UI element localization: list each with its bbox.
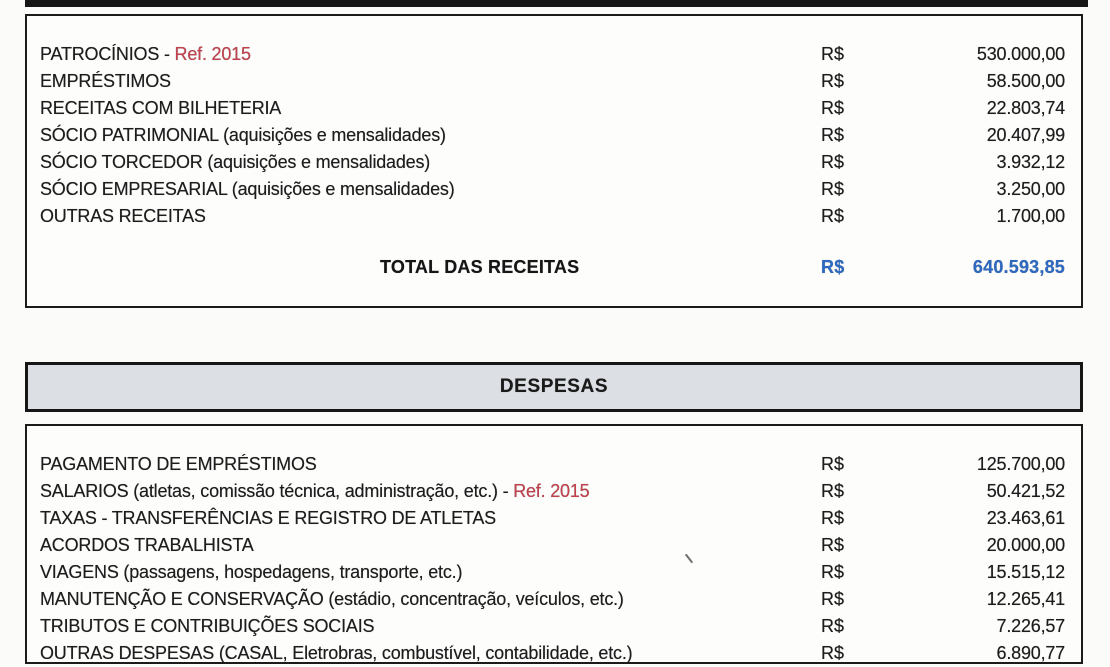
currency-symbol: R$ — [821, 643, 845, 663]
row-value: 7.226,57 — [996, 616, 1065, 636]
row-label: PATROCÍNIOS - Ref. 2015 — [40, 44, 251, 64]
row-label: SÓCIO TORCEDOR (aquisições e mensalidades) — [40, 152, 431, 172]
table-row — [40, 532, 1065, 559]
row-label: SÓCIO PATRIMONIAL (aquisições e mensalidades) — [40, 125, 446, 145]
total-currency-symbol: R$ — [821, 257, 845, 277]
row-value: 50.421,52 — [986, 481, 1065, 501]
table-row — [40, 586, 1065, 613]
row-ref-note: Ref. 2015 — [174, 44, 251, 64]
row-label: OUTRAS RECEITAS — [40, 206, 206, 226]
row-label: MANUTENÇÃO E CONSERVAÇÃO (estádio, concentração, veículos, etc.) — [40, 589, 624, 609]
receitas-total-row — [40, 252, 1065, 282]
currency-symbol: R$ — [821, 589, 845, 609]
row-value: 58.500,00 — [986, 71, 1065, 91]
row-value: 12.265,41 — [986, 589, 1065, 609]
despesas-rows — [27, 426, 1081, 667]
row-label: RECEITAS COM BILHETERIA — [40, 98, 282, 118]
table-row — [40, 559, 1065, 586]
table-row — [40, 478, 1065, 505]
row-value: 22.803,74 — [986, 98, 1065, 118]
row-value: 23.463,61 — [986, 508, 1065, 528]
currency-symbol: R$ — [821, 179, 845, 199]
table-row — [40, 505, 1065, 532]
cutoff-header-bar — [25, 0, 1088, 7]
receitas-table — [25, 14, 1083, 308]
currency-symbol: R$ — [821, 454, 845, 474]
currency-symbol: R$ — [821, 616, 845, 636]
table-row — [40, 640, 1065, 667]
currency-symbol: R$ — [821, 508, 845, 528]
row-label: VIAGENS (passagens, hospedagens, transporte, etc.) — [40, 562, 463, 582]
despesas-section-header — [25, 362, 1083, 412]
table-row — [40, 95, 1065, 122]
row-label: PAGAMENTO DE EMPRÉSTIMOS — [40, 454, 317, 474]
row-label: ACORDOS TRABALHISTA — [40, 535, 254, 555]
row-value: 3.932,12 — [996, 152, 1065, 172]
table-row — [40, 149, 1065, 176]
currency-symbol: R$ — [821, 125, 845, 145]
table-row — [40, 68, 1065, 95]
currency-symbol: R$ — [821, 206, 845, 226]
row-value: 3.250,00 — [996, 179, 1065, 199]
row-label: SÓCIO EMPRESARIAL (aquisições e mensalidades) — [40, 179, 455, 199]
row-label: SALARIOS (atletas, comissão técnica, administração, etc.) - Ref. 2015 — [40, 481, 590, 501]
row-value: 125.700,00 — [976, 454, 1065, 474]
currency-symbol: R$ — [821, 481, 845, 501]
receitas-rows — [27, 16, 1081, 230]
row-value: 6.890,77 — [996, 643, 1065, 663]
table-row — [40, 41, 1065, 68]
table-row — [40, 122, 1065, 149]
table-row — [40, 176, 1065, 203]
row-value: 20.407,99 — [986, 125, 1065, 145]
despesas-table — [25, 424, 1083, 664]
currency-symbol: R$ — [821, 152, 845, 172]
currency-symbol: R$ — [821, 71, 845, 91]
currency-symbol: R$ — [821, 535, 845, 555]
currency-symbol: R$ — [821, 98, 845, 118]
row-value: 530.000,00 — [976, 44, 1065, 64]
total-value: 640.593,85 — [972, 257, 1065, 277]
row-label: TAXAS - TRANSFERÊNCIAS E REGISTRO DE ATLETAS — [40, 508, 496, 528]
table-row — [40, 203, 1065, 230]
row-value: 20.000,00 — [986, 535, 1065, 555]
row-value: 15.515,12 — [986, 562, 1065, 582]
total-label: TOTAL DAS RECEITAS — [380, 257, 580, 277]
row-label: TRIBUTOS E CONTRIBUIÇÕES SOCIAIS — [40, 616, 375, 636]
despesas-header-label: DESPESAS — [499, 376, 609, 397]
currency-symbol: R$ — [821, 44, 845, 64]
row-label: EMPRÉSTIMOS — [40, 71, 171, 91]
currency-symbol: R$ — [821, 562, 845, 582]
table-row — [40, 451, 1065, 478]
row-label: OUTRAS DESPESAS (CASAL, Eletrobras, combustível, contabilidade, etc.) — [40, 643, 633, 663]
row-ref-note: Ref. 2015 — [513, 481, 590, 501]
table-row — [40, 613, 1065, 640]
row-value: 1.700,00 — [996, 206, 1065, 226]
